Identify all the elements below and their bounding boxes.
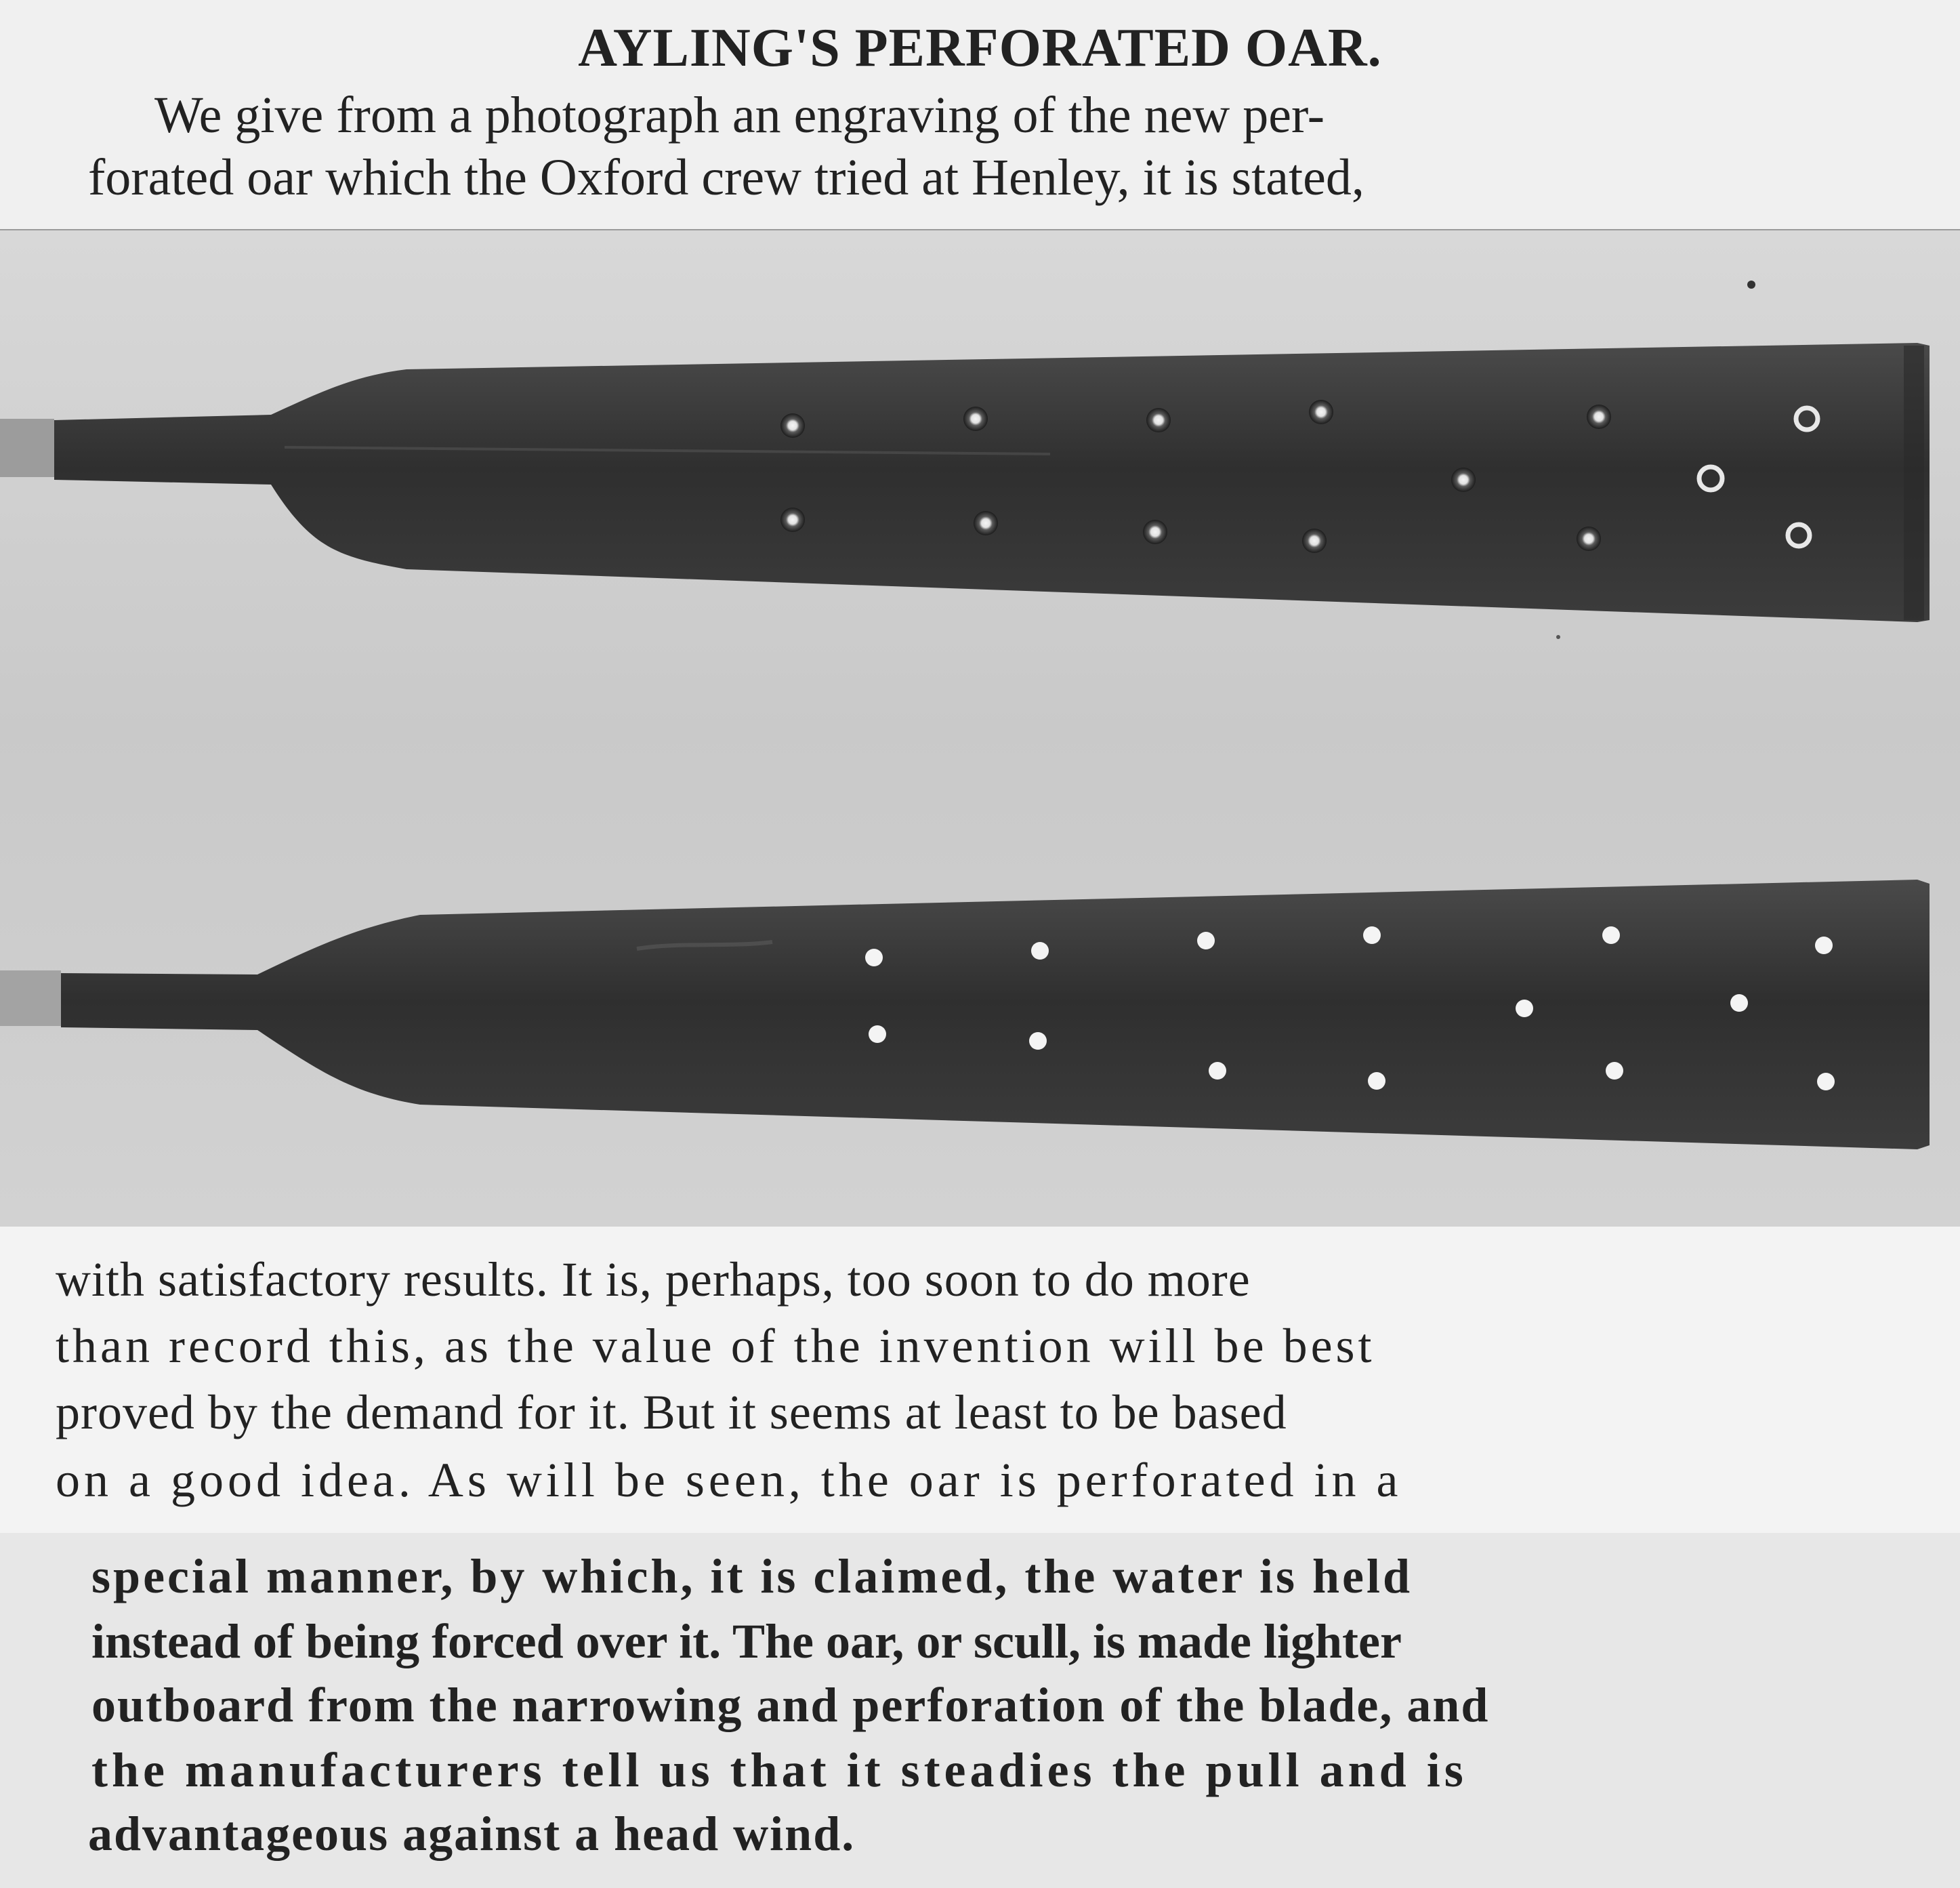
perforation-hole — [1606, 1062, 1623, 1080]
perforation-hole — [963, 407, 988, 431]
perforation-hole — [869, 1025, 886, 1043]
perforation-hole — [974, 511, 998, 535]
engraving-speck — [1747, 281, 1755, 289]
perforation-hole — [780, 508, 805, 532]
bottom-line-3: outboard from the narrowing and perforation of the blade, and — [91, 1678, 1490, 1732]
perforation-hole — [1031, 942, 1049, 960]
upper-oar-loom — [0, 419, 54, 477]
perforation-hole — [1587, 405, 1611, 429]
article-header — [0, 0, 1960, 230]
bottom-line-4: the manufacturers tell us that it steadies the pull and is — [91, 1743, 1467, 1797]
bottom-line-2: instead of being forced over it. The oar, or scull, is made lighter — [91, 1614, 1402, 1668]
intro-line-1: We give from a photograph an engraving of the new per- — [154, 87, 1325, 144]
intro-line-2: forated oar which the Oxford crew tried at Henley, it is stated, — [88, 149, 1364, 206]
perforation-hole — [1302, 529, 1327, 553]
perforation-hole — [1143, 520, 1167, 544]
lower-oar-loom — [0, 970, 61, 1026]
perforation-hole — [780, 413, 805, 438]
perforation-hole — [1309, 400, 1333, 424]
engraving-speck — [1556, 635, 1560, 639]
perforation-hole — [1730, 994, 1748, 1012]
perforation-hole — [1577, 527, 1601, 551]
perforation-hole — [1209, 1062, 1226, 1080]
perforation-hole — [1602, 926, 1620, 944]
perforation-hole — [1368, 1072, 1385, 1090]
perforation-hole — [1815, 937, 1833, 954]
middle-line-3: proved by the demand for it. But it seems at least to be based — [56, 1385, 1287, 1439]
middle-line-4: on a good idea. As will be seen, the oar is perforated in a — [56, 1453, 1402, 1507]
bottom-line-1: special manner, by which, it is claimed, the water is held — [91, 1549, 1413, 1603]
middle-line-1: with satisfactory results. It is, perhaps, too soon to do more — [56, 1252, 1251, 1307]
oar-engraving — [0, 230, 1960, 1227]
oar-engraving-svg — [0, 230, 1960, 1227]
article-body-middle — [0, 1227, 1960, 1533]
middle-line-2: than record this, as the value of the invention will be best — [56, 1319, 1375, 1373]
perforation-hole — [1029, 1032, 1047, 1050]
article-title: AYLING'S PERFORATED OAR. — [578, 18, 1382, 78]
perforation-hole — [1817, 1073, 1835, 1090]
bottom-line-5: advantageous against a head wind. — [88, 1807, 856, 1861]
perforation-hole — [1451, 468, 1476, 492]
article-body-bottom — [0, 1533, 1960, 1888]
upper-oar-blade-tip — [1904, 346, 1924, 620]
perforation-hole — [1146, 408, 1171, 432]
perforation-hole — [1363, 926, 1381, 944]
perforation-hole — [1197, 932, 1215, 949]
perforation-hole — [865, 949, 883, 966]
perforation-hole — [1516, 1000, 1533, 1017]
